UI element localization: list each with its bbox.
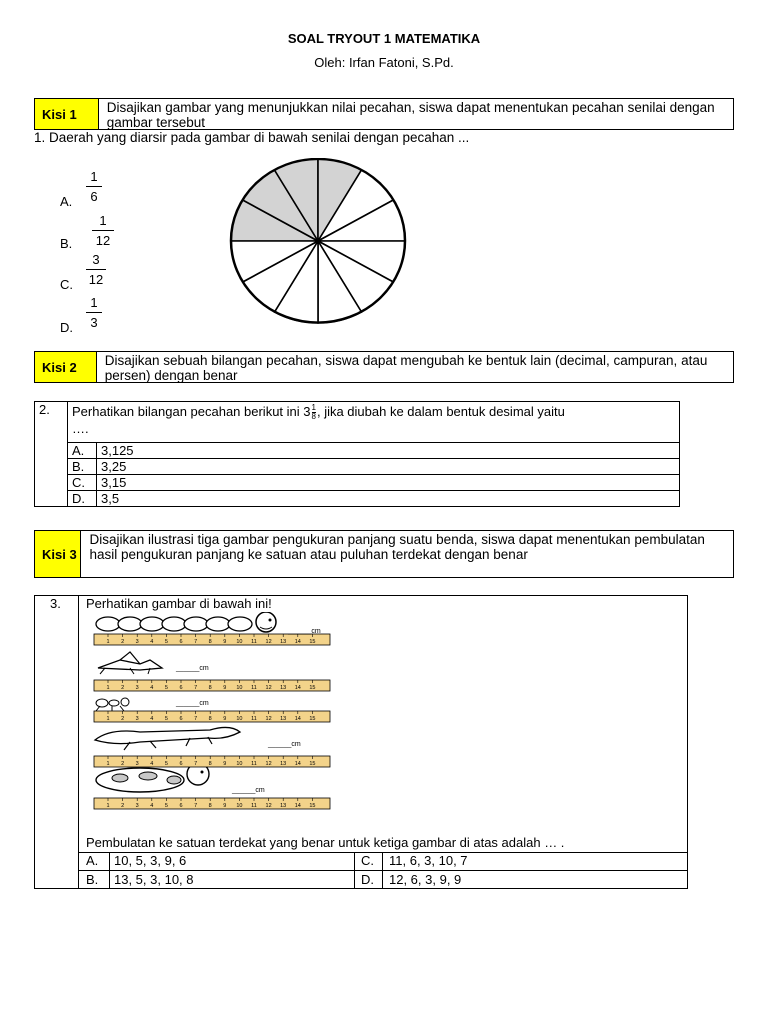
ruler-tick-label: 9	[223, 639, 227, 645]
ruler-tick-label: 8	[208, 761, 212, 767]
ant-picture	[96, 698, 129, 711]
ruler-tick-label: 4	[150, 639, 154, 645]
question-3-text: Perhatikan gambar di bawah ini!	[86, 596, 272, 611]
fraction-denominator: 8	[311, 412, 316, 422]
ruler-tick-label: 13	[280, 761, 287, 767]
q1-option-d-fraction	[86, 295, 102, 330]
ruler-tick-label: 6	[179, 761, 183, 767]
measure-blank-2	[176, 665, 209, 672]
measure-blank-5	[232, 787, 265, 794]
page-title: SOAL TRYOUT 1 MATEMATIKA	[287, 31, 481, 46]
fraction-numerator: 1	[311, 403, 316, 413]
ruler-tick-label: 9	[223, 716, 227, 722]
ruler-tick-label: 4	[150, 685, 154, 691]
question-1-text: 1. Daerah yang diarsir pada gambar di bawah senilai dengan pecahan ...	[34, 130, 470, 145]
q2-option-letter: C.	[68, 475, 97, 491]
blank-line: ______	[268, 741, 292, 748]
measure-blank-3	[176, 700, 209, 707]
kisi-1-box	[34, 98, 734, 130]
q2-ellipsis: ….	[72, 421, 89, 437]
q3-option-d-value: 12, 6, 3, 9, 9	[389, 872, 462, 887]
q1-option-c-letter: C.	[60, 277, 73, 292]
ruler-tick-label: 8	[208, 639, 212, 645]
blank-line: ______	[176, 700, 200, 707]
kisi-1-description: Disajikan gambar yang menunjukkan nilai pecahan, siswa dapat menentukan pecahan senilai dengan gambar tersebut	[106, 100, 715, 130]
ruler-tick-label: 4	[150, 716, 154, 722]
ruler-tick-label: 10	[236, 761, 243, 767]
question-3-prompt: Pembulatan ke satuan terdekat yang benar untuk ketiga gambar di atas adalah … .	[86, 835, 565, 850]
author-line: Oleh: Irfan Fatoni, S.Pd.	[314, 55, 454, 70]
ruler-tick-label: 13	[280, 685, 287, 691]
ruler-tick-label: 13	[280, 716, 287, 722]
question-2-stem	[68, 402, 680, 443]
q2-option-value: 3,25	[97, 459, 680, 475]
ruler-tick-label: 11	[251, 639, 257, 645]
unit-label: cm	[311, 628, 321, 635]
ruler-tick-label: 2	[121, 716, 125, 722]
q2-option-value: 3,15	[97, 475, 680, 491]
ruler-tick-label: 8	[208, 716, 212, 722]
ruler-tick-label: 14	[294, 803, 301, 809]
ruler-tick-label: 3	[135, 803, 139, 809]
ruler-tick-label: 4	[150, 803, 154, 809]
ruler-tick-label: 4	[150, 761, 154, 767]
unit-label: cm	[291, 741, 301, 748]
ruler-tick-label: 8	[208, 685, 212, 691]
ruler-tick-label: 15	[309, 639, 316, 645]
ruler-tick-label: 8	[208, 803, 212, 809]
ruler-tick-label: 1	[106, 639, 110, 645]
ruler-tick-label: 2	[121, 685, 125, 691]
ruler-tick-label: 10	[236, 716, 243, 722]
kisi-3-box	[34, 530, 734, 578]
ruler-tick-label: 6	[179, 685, 183, 691]
ruler-tick-label: 15	[309, 803, 316, 809]
ruler-tick-label: 7	[194, 761, 198, 767]
kisi-2-label: Kisi 2	[35, 352, 97, 382]
q1-option-a-fraction	[86, 169, 102, 204]
ruler-tick-label: 7	[194, 685, 198, 691]
blank-line: ______	[232, 787, 256, 794]
ruler-tick-label: 1	[106, 761, 110, 767]
fraction-numerator: 1	[99, 213, 107, 228]
ruler-tick-label: 13	[280, 639, 287, 645]
ruler-tick-label: 6	[179, 716, 183, 722]
ruler-tick-label: 15	[309, 685, 316, 691]
ruler-tick-label: 7	[194, 639, 198, 645]
q2-text-before: Perhatikan bilangan pecahan berikut ini 3	[72, 404, 311, 419]
q2-option-letter: B.	[68, 459, 97, 475]
ruler-tick-label: 6	[179, 639, 183, 645]
fraction-numerator: 1	[90, 169, 98, 184]
fraction-denominator: 12	[95, 233, 111, 248]
fraction-numerator: 3	[92, 252, 100, 267]
ruler-tick-label: 7	[194, 716, 198, 722]
ruler-tick-label: 10	[236, 803, 243, 809]
ruler-tick-label: 15	[309, 761, 316, 767]
measure-blank-1	[288, 628, 321, 635]
ruler-tick-label: 12	[265, 716, 272, 722]
q2-option-value: 3,125	[97, 443, 680, 459]
grasshopper-picture	[98, 652, 162, 674]
ruler-tick-label: 5	[164, 716, 168, 722]
ruler-tick-label: 2	[121, 761, 125, 767]
q2-mixed-fraction	[312, 404, 316, 421]
q1-option-c-fraction	[86, 252, 106, 287]
caterpillar-picture	[96, 612, 276, 632]
ruler-tick-label: 12	[265, 761, 272, 767]
q3-option-b-letter: B.	[86, 872, 99, 887]
ruler-tick-label: 14	[294, 639, 301, 645]
ruler-tick-label: 3	[135, 639, 139, 645]
ruler-tick-label: 13	[280, 803, 287, 809]
q3-option-c-value: 11, 6, 3, 10, 7	[389, 853, 468, 868]
q3-option-c-letter: C.	[361, 853, 374, 868]
ruler-tick-label: 14	[294, 716, 301, 722]
kisi-2-description: Disajikan sebuah bilangan pecahan, siswa dapat mengubah ke bentuk lain (decimal, campuran, atau persen) dengan benar	[104, 353, 708, 383]
fraction-denominator: 6	[90, 189, 98, 204]
unit-label: cm	[199, 665, 209, 672]
q2-text-after: , jika diubah ke dalam bentuk desimal yaitu	[316, 404, 565, 419]
ruler-tick-label: 6	[179, 803, 183, 809]
question-2-number: 2.	[35, 402, 68, 507]
unit-label: cm	[199, 700, 209, 707]
q2-option-letter: A.	[68, 443, 97, 459]
ruler-tick-label: 12	[265, 803, 272, 809]
q3-option-d-letter: D.	[361, 872, 374, 887]
ruler-tick-label: 9	[223, 685, 227, 691]
q3-option-a-letter: A.	[86, 853, 99, 868]
ruler-tick-label: 2	[121, 803, 125, 809]
q1-option-a-letter: A.	[60, 194, 73, 209]
question-2-table	[34, 401, 680, 507]
ruler-tick-label: 9	[223, 803, 227, 809]
ruler-tick-label: 3	[135, 761, 139, 767]
ruler-tick-label: 1	[106, 716, 110, 722]
ruler-tick-label: 5	[164, 639, 168, 645]
unit-label: cm	[255, 787, 265, 794]
measurement-illustrations	[90, 612, 340, 812]
ruler-tick-label: 9	[223, 761, 227, 767]
ruler-tick-label: 5	[164, 761, 168, 767]
q1-option-b-fraction	[92, 213, 114, 248]
ruler-tick-label: 14	[294, 685, 301, 691]
ruler-tick-label: 11	[251, 761, 257, 767]
lizard-picture	[95, 727, 240, 750]
ruler-tick-label: 5	[164, 803, 168, 809]
ruler-tick-label: 3	[135, 716, 139, 722]
fraction-denominator: 12	[88, 272, 104, 287]
ruler-tick-label: 1	[106, 685, 110, 691]
blank-line: ______	[176, 665, 200, 672]
q2-option-letter: D.	[68, 491, 97, 507]
kisi-2-box	[34, 351, 734, 383]
blank-line: ______	[288, 628, 312, 635]
ruler-tick-label: 3	[135, 685, 139, 691]
q1-option-b-letter: B.	[60, 236, 73, 251]
ruler-tick-label: 10	[236, 639, 243, 645]
kisi-3-label: Kisi 3	[35, 531, 81, 577]
ruler-tick-label: 11	[251, 685, 257, 691]
ruler-tick-label: 7	[194, 803, 198, 809]
kisi-3-description: Disajikan ilustrasi tiga gambar pengukuran panjang suatu benda, siswa dapat menentukan pembulatan hasil pengukuran panjang ke satuan atau puluhan terdekat dengan benar	[89, 532, 705, 562]
ruler-tick-label: 12	[265, 639, 272, 645]
kisi-1-label: Kisi 1	[35, 99, 99, 129]
q3-option-b-value: 13, 5, 3, 10, 8	[114, 872, 194, 887]
q3-option-a-value: 10, 5, 3, 9, 6	[114, 853, 187, 868]
measure-blank-4	[268, 741, 301, 748]
ruler-tick-label: 15	[309, 716, 316, 722]
ruler-tick-label: 11	[251, 803, 257, 809]
q1-option-d-letter: D.	[60, 320, 73, 335]
ruler-tick-label: 5	[164, 685, 168, 691]
fraction-denominator: 3	[90, 315, 98, 330]
q2-option-value: 3,5	[97, 491, 680, 507]
ruler-tick-label: 11	[251, 716, 257, 722]
question-3-number: 3.	[50, 596, 61, 611]
fraction-numerator: 1	[90, 295, 98, 310]
fraction-circle	[228, 158, 408, 324]
ruler-tick-label: 2	[121, 639, 125, 645]
ruler-tick-label: 10	[236, 685, 243, 691]
ruler-tick-label: 14	[294, 761, 301, 767]
ruler-tick-label: 12	[265, 685, 272, 691]
ruler-tick-label: 1	[106, 803, 110, 809]
